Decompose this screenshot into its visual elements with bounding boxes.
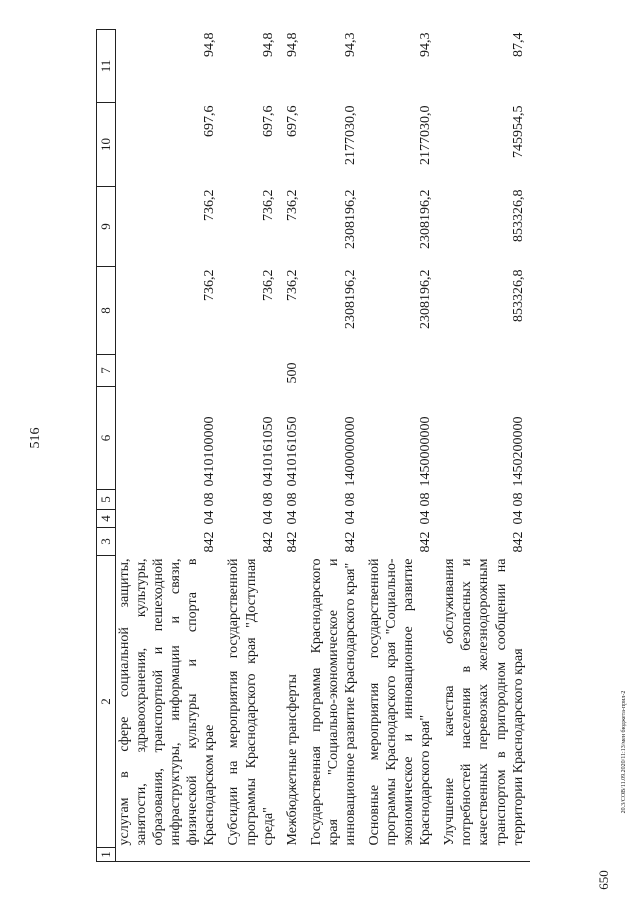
cell-col8: 2308196,2: [342, 269, 358, 329]
cell-col9: 853326,8: [510, 189, 526, 242]
cell-col8: 853326,8: [510, 269, 526, 322]
table-row: [280, 30, 304, 862]
table-row: [437, 30, 529, 862]
cell-col11: 94,8: [260, 32, 276, 57]
cell-col9: 736,2: [284, 189, 300, 221]
cell-subsection: 08: [202, 492, 218, 507]
cell-col8: 736,2: [284, 269, 300, 301]
cell-col10: 697,6: [284, 105, 300, 137]
cell-col9: 2308196,2: [342, 189, 358, 249]
table-row: [362, 30, 437, 862]
cell-col10: 2177030,0: [418, 105, 434, 165]
cell-section: 04: [260, 510, 276, 525]
cell-target-article: 1450000000: [418, 416, 434, 487]
col-header-3: 3: [97, 528, 116, 556]
table-row: [221, 30, 279, 862]
cell-section: 04: [202, 510, 218, 525]
cell-col1: [116, 848, 222, 862]
cell-col10: 2177030,0: [342, 105, 358, 165]
column-number-row: [97, 30, 116, 862]
cell-col8: 736,2: [202, 269, 218, 301]
cell-target-article: 0410161050: [284, 416, 300, 487]
corner-page-number: 650: [596, 870, 611, 890]
cell-col11: 94,3: [418, 32, 434, 57]
cell-section: 04: [510, 510, 526, 525]
cell-col1: [280, 848, 304, 862]
cell-section: 04: [418, 510, 434, 525]
col-header-11: 11: [97, 30, 116, 103]
cell-target-article: 1450200000: [510, 416, 526, 487]
footer-document-code: 20.3/СОВ/11.09.2020/11:13/мен бюджета-прил-2: [621, 690, 627, 814]
cell-subsection: 08: [418, 492, 434, 507]
cell-ministry-code: 842: [418, 531, 434, 553]
cell-col8: 736,2: [260, 269, 276, 301]
cell-expense-type: [437, 355, 529, 387]
cell-col11: 94,8: [284, 32, 300, 57]
cell-col1: [304, 848, 362, 862]
budget-table: [96, 29, 530, 862]
cell-subsection: 08: [260, 492, 276, 507]
cell-col9: 736,2: [260, 189, 276, 221]
cell-section: 04: [342, 510, 358, 525]
cell-subsection: 08: [284, 492, 300, 507]
cell-ministry-code: 842: [284, 531, 300, 553]
table-header: [97, 30, 116, 862]
table-row: [304, 30, 362, 862]
cell-col9: 736,2: [202, 189, 218, 221]
col-header-2: 2: [97, 556, 116, 848]
table-body: [116, 30, 530, 862]
cell-ministry-code: 842: [260, 531, 276, 553]
row-name: услугам в сфере социальной защиты, занятости, здравоохранения, культуры, образования, транспортной и пешеходной инфраструктуры, информации и связи, физической культуры и спорта в Краснодарском крае: [117, 558, 218, 846]
cell-expense-type: [221, 355, 279, 387]
col-header-9: 9: [97, 187, 116, 267]
col-header-8: 8: [97, 267, 116, 355]
cell-expense-type: [304, 355, 362, 387]
row-name: Государственная программа Краснодарского края "Социально-экономическое и инновационное развитие Краснодарского края": [308, 558, 358, 846]
cell-ministry-code: 842: [342, 531, 358, 553]
col-header-1: 1: [97, 848, 116, 862]
cell-col10: 745954,5: [510, 105, 526, 158]
page-number: 516: [28, 427, 43, 449]
cell-section: 04: [284, 510, 300, 525]
col-header-10: 10: [97, 103, 116, 187]
cell-expense-type: 500: [284, 362, 300, 384]
cell-col1: [437, 848, 529, 862]
cell-target-article: 1400000000: [342, 416, 358, 487]
cell-col11: 94,8: [202, 32, 218, 57]
table-row: [116, 30, 222, 862]
cell-col10: 697,6: [260, 105, 276, 137]
cell-ministry-code: 842: [510, 531, 526, 553]
cell-col1: [221, 848, 279, 862]
col-header-5: 5: [97, 490, 116, 510]
row-name: Улучшение качества обслуживания потребностей населения в безопасных и качественных перевозках железнодорожным транспортом в пригородном сообщении на территории Краснодарского края: [442, 558, 526, 846]
col-header-7: 7: [97, 355, 116, 387]
cell-ministry-code: 842: [202, 531, 218, 553]
row-name: Субсидии на мероприятия государственной программы Краснодарского края "Доступная среда": [226, 558, 276, 846]
cell-target-article: 0410161050: [260, 416, 276, 487]
col-header-4: 4: [97, 510, 116, 528]
cell-target-article: 0410100000: [202, 416, 218, 487]
cell-col10: 697,6: [202, 105, 218, 137]
row-name: Межбюджетные трансферты: [284, 674, 300, 846]
cell-subsection: 08: [342, 492, 358, 507]
col-header-6: 6: [97, 387, 116, 490]
cell-col1: [362, 848, 437, 862]
cell-col11: 94,3: [342, 32, 358, 57]
cell-expense-type: [362, 355, 437, 387]
row-name: Основные мероприятия государственной программы Краснодарского края "Социально-экономическое и инновационное развитие Краснодарского края": [367, 558, 434, 846]
cell-col8: 2308196,2: [418, 269, 434, 329]
budget-table-container: [96, 30, 610, 862]
cell-col9: 2308196,2: [418, 189, 434, 249]
cell-expense-type: [116, 355, 222, 387]
cell-col11: 87,4: [510, 32, 526, 57]
cell-subsection: 08: [510, 492, 526, 507]
